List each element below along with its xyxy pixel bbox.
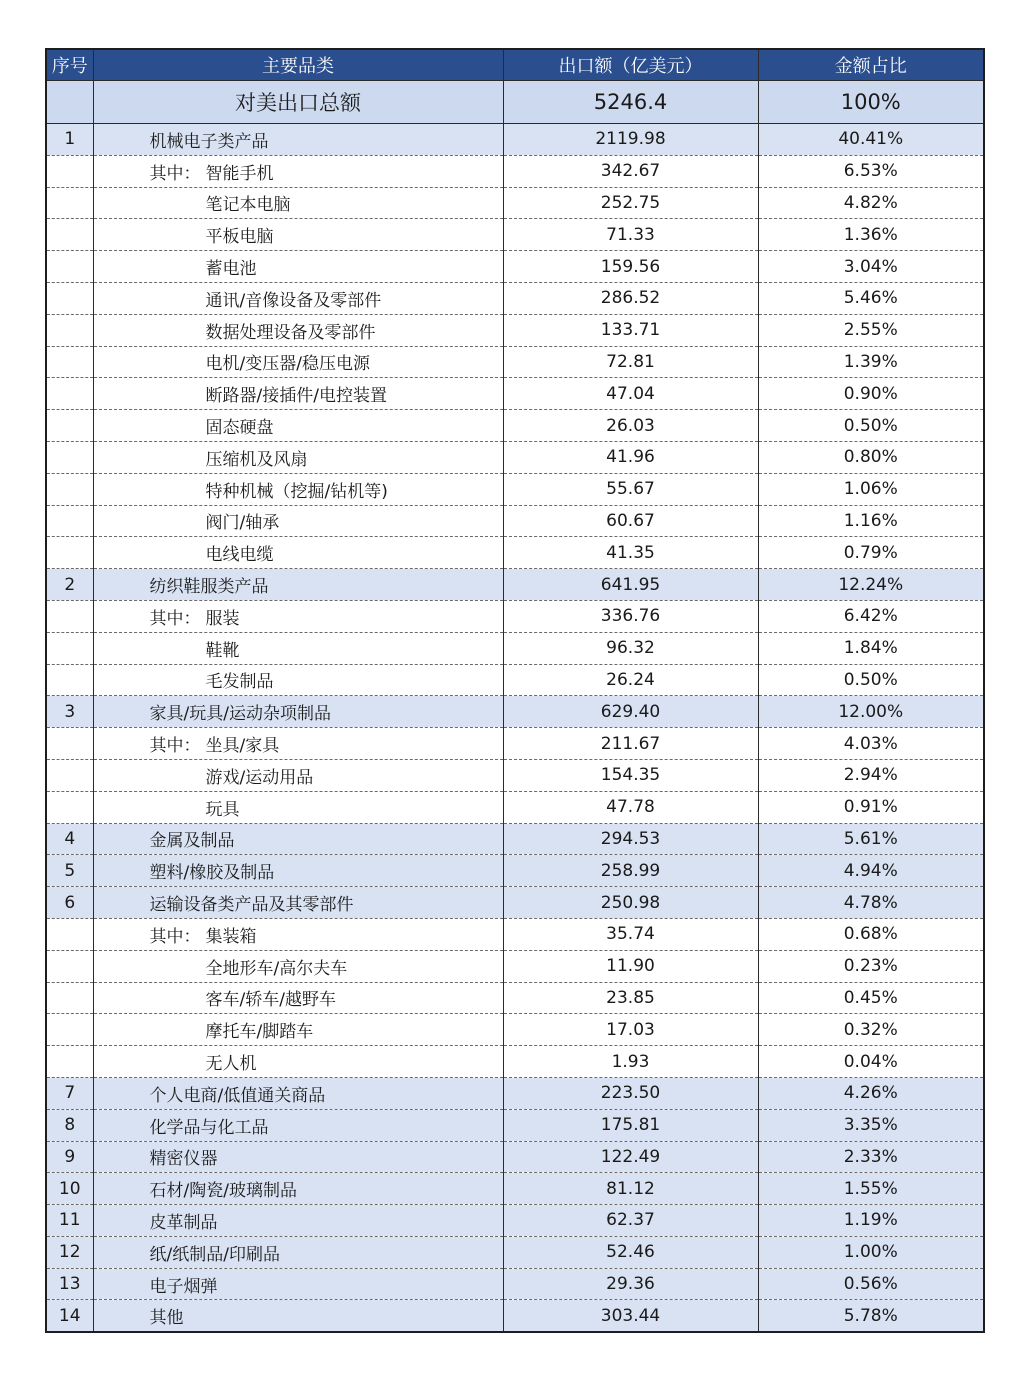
row-category: 电机/变压器/稳压电源 [93, 346, 503, 378]
row-category-label: 集装箱 [205, 926, 257, 947]
subcategory-row [46, 219, 984, 251]
category-row [46, 1141, 984, 1173]
row-index [46, 505, 93, 537]
row-amount: 96.32 [503, 632, 758, 664]
row-category: 无人机 [93, 1046, 503, 1078]
row-category-label: 坐具/家具 [205, 736, 280, 757]
total-index [46, 81, 93, 124]
row-index [46, 441, 93, 473]
row-share: 12.24% [758, 569, 984, 601]
row-share: 0.45% [758, 982, 984, 1014]
sub-prefix: 其中： [149, 163, 201, 184]
subcategory-row [46, 537, 984, 569]
subcategory-row [46, 918, 984, 950]
row-amount: 17.03 [503, 1014, 758, 1046]
row-index: 12 [46, 1236, 93, 1268]
row-index [46, 314, 93, 346]
row-index: 2 [46, 569, 93, 601]
row-category: 鞋靴 [93, 632, 503, 664]
row-category: 通讯/音像设备及零部件 [93, 282, 503, 314]
row-index [46, 982, 93, 1014]
subcategory-row [46, 282, 984, 314]
sub-prefix: 其中： [149, 926, 201, 947]
row-index: 14 [46, 1300, 93, 1332]
category-row [46, 1236, 984, 1268]
subcategory-row [46, 791, 984, 823]
row-category: 电子烟弹 [93, 1268, 503, 1300]
row-category: 蓄电池 [93, 251, 503, 283]
row-share: 2.55% [758, 314, 984, 346]
row-index: 1 [46, 124, 93, 156]
row-category: 玩具 [93, 791, 503, 823]
row-category: 压缩机及风扇 [93, 441, 503, 473]
subcategory-row [46, 187, 984, 219]
row-amount: 294.53 [503, 823, 758, 855]
row-share: 1.36% [758, 219, 984, 251]
row-amount: 159.56 [503, 251, 758, 283]
row-share: 1.39% [758, 346, 984, 378]
header-share: 金额占比 [758, 49, 984, 81]
row-index [46, 537, 93, 569]
row-amount: 11.90 [503, 950, 758, 982]
row-category: 化学品与化工品 [93, 1109, 503, 1141]
category-row [46, 696, 984, 728]
row-index: 9 [46, 1141, 93, 1173]
category-row [46, 1268, 984, 1300]
row-amount: 154.35 [503, 759, 758, 791]
subcategory-row [46, 1014, 984, 1046]
subcategory-row [46, 950, 984, 982]
row-share: 0.80% [758, 441, 984, 473]
row-category: 塑料/橡胶及制品 [93, 855, 503, 887]
row-category: 摩托车/脚踏车 [93, 1014, 503, 1046]
row-share: 40.41% [758, 124, 984, 156]
row-amount: 72.81 [503, 346, 758, 378]
header-category: 主要品类 [93, 49, 503, 81]
subcategory-row [46, 155, 984, 187]
row-index [46, 410, 93, 442]
row-amount: 71.33 [503, 219, 758, 251]
row-category: 特种机械（挖掘/钻机等) [93, 473, 503, 505]
row-share: 0.50% [758, 410, 984, 442]
row-amount: 1.93 [503, 1046, 758, 1078]
header-row [46, 49, 984, 81]
row-category: 阀门/轴承 [93, 505, 503, 537]
category-row [46, 1205, 984, 1237]
row-index [46, 664, 93, 696]
row-share: 2.33% [758, 1141, 984, 1173]
subcategory-row [46, 759, 984, 791]
subcategory-row [46, 378, 984, 410]
row-amount: 2119.98 [503, 124, 758, 156]
row-share: 0.04% [758, 1046, 984, 1078]
row-category: 毛发制品 [93, 664, 503, 696]
row-category: 电线电缆 [93, 537, 503, 569]
row-share: 0.50% [758, 664, 984, 696]
total-share: 100% [758, 81, 984, 124]
row-share: 2.94% [758, 759, 984, 791]
subcategory-row [46, 728, 984, 760]
row-share: 1.00% [758, 1236, 984, 1268]
subcategory-row [46, 505, 984, 537]
row-share: 6.53% [758, 155, 984, 187]
row-category: 断路器/接插件/电控装置 [93, 378, 503, 410]
row-amount: 47.78 [503, 791, 758, 823]
row-category: 全地形车/高尔夫车 [93, 950, 503, 982]
row-amount: 286.52 [503, 282, 758, 314]
row-category: 精密仪器 [93, 1141, 503, 1173]
row-index [46, 728, 93, 760]
row-amount: 62.37 [503, 1205, 758, 1237]
subcategory-row [46, 441, 984, 473]
row-amount: 122.49 [503, 1141, 758, 1173]
row-index [46, 378, 93, 410]
subcategory-row [46, 982, 984, 1014]
subcategory-row [46, 664, 984, 696]
row-category: 机械电子类产品 [93, 124, 503, 156]
row-category: 运输设备类产品及其零部件 [93, 887, 503, 919]
row-amount: 223.50 [503, 1077, 758, 1109]
row-category: 纸/纸制品/印刷品 [93, 1236, 503, 1268]
category-row [46, 1173, 984, 1205]
header-amount: 出口额（亿美元） [503, 49, 758, 81]
subcategory-row [46, 314, 984, 346]
row-index [46, 346, 93, 378]
row-index [46, 918, 93, 950]
sub-prefix: 其中： [149, 608, 201, 629]
subcategory-row [46, 410, 984, 442]
row-share: 1.84% [758, 632, 984, 664]
row-amount: 35.74 [503, 918, 758, 950]
row-share: 5.61% [758, 823, 984, 855]
row-share: 6.42% [758, 600, 984, 632]
row-index: 5 [46, 855, 93, 887]
row-amount: 55.67 [503, 473, 758, 505]
row-category: 数据处理设备及零部件 [93, 314, 503, 346]
category-row [46, 887, 984, 919]
row-share: 4.78% [758, 887, 984, 919]
row-share: 5.78% [758, 1300, 984, 1332]
row-amount: 252.75 [503, 187, 758, 219]
subcategory-row [46, 346, 984, 378]
row-share: 4.03% [758, 728, 984, 760]
total-row [46, 81, 984, 124]
category-row [46, 1300, 984, 1332]
row-index: 13 [46, 1268, 93, 1300]
category-row [46, 1109, 984, 1141]
row-amount: 26.24 [503, 664, 758, 696]
row-amount: 641.95 [503, 569, 758, 601]
total-label: 对美出口总额 [93, 81, 503, 124]
row-category [93, 728, 503, 760]
subcategory-row [46, 632, 984, 664]
row-amount: 60.67 [503, 505, 758, 537]
row-category: 游戏/运动用品 [93, 759, 503, 791]
row-category: 皮革制品 [93, 1205, 503, 1237]
row-index: 6 [46, 887, 93, 919]
row-index: 8 [46, 1109, 93, 1141]
row-amount: 41.96 [503, 441, 758, 473]
row-index: 3 [46, 696, 93, 728]
row-share: 0.79% [758, 537, 984, 569]
row-index: 11 [46, 1205, 93, 1237]
row-index [46, 282, 93, 314]
export-table [45, 48, 985, 1333]
category-row [46, 569, 984, 601]
row-share: 1.19% [758, 1205, 984, 1237]
table-body [46, 81, 984, 1333]
row-share: 0.23% [758, 950, 984, 982]
row-category: 个人电商/低值通关商品 [93, 1077, 503, 1109]
row-amount: 81.12 [503, 1173, 758, 1205]
subcategory-row [46, 1046, 984, 1078]
row-index: 4 [46, 823, 93, 855]
row-index [46, 187, 93, 219]
row-category: 石材/陶瓷/玻璃制品 [93, 1173, 503, 1205]
row-category: 家具/玩具/运动杂项制品 [93, 696, 503, 728]
row-index [46, 950, 93, 982]
header-index: 序号 [46, 49, 93, 81]
row-category: 平板电脑 [93, 219, 503, 251]
row-index [46, 791, 93, 823]
row-index [46, 251, 93, 283]
row-share: 0.56% [758, 1268, 984, 1300]
row-amount: 342.67 [503, 155, 758, 187]
row-category-label: 服装 [205, 608, 240, 629]
row-share: 0.32% [758, 1014, 984, 1046]
row-category [93, 918, 503, 950]
row-amount: 29.36 [503, 1268, 758, 1300]
row-category: 其他 [93, 1300, 503, 1332]
row-category: 笔记本电脑 [93, 187, 503, 219]
row-amount: 258.99 [503, 855, 758, 887]
sub-prefix: 其中： [149, 736, 201, 757]
row-share: 4.26% [758, 1077, 984, 1109]
row-category [93, 155, 503, 187]
row-share: 0.68% [758, 918, 984, 950]
row-index [46, 473, 93, 505]
row-index [46, 600, 93, 632]
total-amount: 5246.4 [503, 81, 758, 124]
subcategory-row [46, 251, 984, 283]
row-amount: 211.67 [503, 728, 758, 760]
category-row [46, 855, 984, 887]
row-share: 3.04% [758, 251, 984, 283]
row-amount: 629.40 [503, 696, 758, 728]
row-index [46, 632, 93, 664]
row-amount: 133.71 [503, 314, 758, 346]
row-amount: 41.35 [503, 537, 758, 569]
row-amount: 250.98 [503, 887, 758, 919]
row-amount: 303.44 [503, 1300, 758, 1332]
row-share: 0.90% [758, 378, 984, 410]
row-share: 4.94% [758, 855, 984, 887]
row-amount: 26.03 [503, 410, 758, 442]
row-amount: 52.46 [503, 1236, 758, 1268]
row-category: 客车/轿车/越野车 [93, 982, 503, 1014]
category-row [46, 823, 984, 855]
row-share: 4.82% [758, 187, 984, 219]
row-share: 0.91% [758, 791, 984, 823]
row-category: 纺织鞋服类产品 [93, 569, 503, 601]
row-category: 金属及制品 [93, 823, 503, 855]
row-share: 12.00% [758, 696, 984, 728]
row-category [93, 600, 503, 632]
row-share: 1.16% [758, 505, 984, 537]
row-share: 1.06% [758, 473, 984, 505]
row-amount: 47.04 [503, 378, 758, 410]
row-category: 固态硬盘 [93, 410, 503, 442]
row-index [46, 219, 93, 251]
row-share: 3.35% [758, 1109, 984, 1141]
row-index: 7 [46, 1077, 93, 1109]
row-index [46, 155, 93, 187]
row-share: 5.46% [758, 282, 984, 314]
subcategory-row [46, 600, 984, 632]
category-row [46, 1077, 984, 1109]
row-share: 1.55% [758, 1173, 984, 1205]
row-index [46, 759, 93, 791]
row-index [46, 1046, 93, 1078]
row-amount: 23.85 [503, 982, 758, 1014]
row-index: 10 [46, 1173, 93, 1205]
category-row [46, 124, 984, 156]
row-amount: 175.81 [503, 1109, 758, 1141]
subcategory-row [46, 473, 984, 505]
row-category-label: 智能手机 [205, 163, 274, 184]
row-amount: 336.76 [503, 600, 758, 632]
row-index [46, 1014, 93, 1046]
